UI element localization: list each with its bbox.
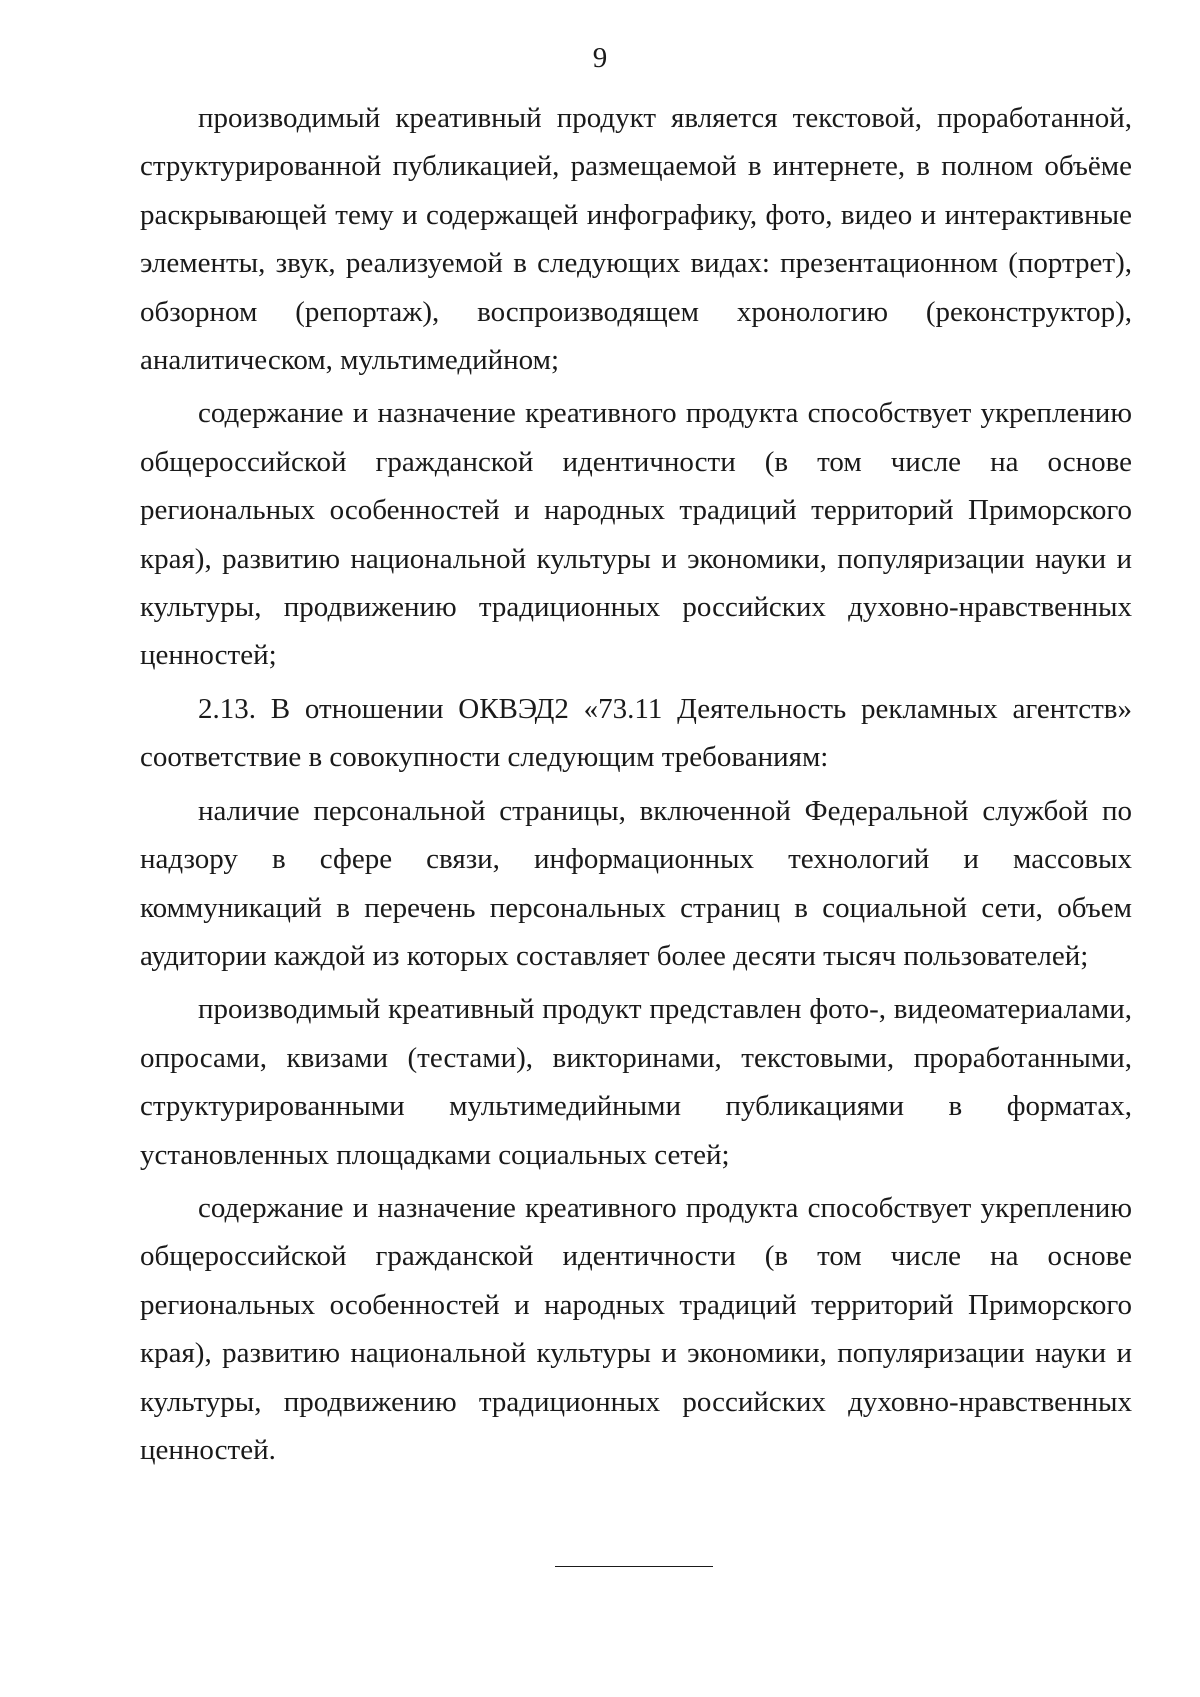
end-of-document-rule [555, 1566, 713, 1567]
paragraph-social-media-formats: производимый креативный продукт представлен фото-, видеоматериалами, опросами, квизами (тестами), викторинами, текстовыми, проработанными, структурированными мультимедийными публикациями в форматах, установленных площадками социальных сетей; [140, 993, 1132, 1171]
page-number: 9 [592, 42, 608, 74]
paragraph-section-2-13: 2.13. В отношении ОКВЭД2 «73.11 Деятельность рекламных агентств» соответствие в совокупности следующим требованиям: [140, 692, 1132, 774]
paragraph-creative-product-purpose: содержание и назначение креативного продукта способствует укреплению общероссийской гражданской идентичности (в том числе на основе региональных особенностей и народных традиций территорий Приморского края), развитию национальной культуры и экономики, популяризации науки и культуры, продвижению традиционных российских духовно-нравственных ценностей; [140, 397, 1132, 672]
paragraph-personal-page-requirement: наличие персональной страницы, включенной Федеральной службой по надзору в сфере связи, информационных технологий и массовых коммуникаций в перечень персональных страниц в социальной сети, объем аудитории каждой из которых составляет более десяти тысяч пользователей; [140, 794, 1132, 972]
document-body [140, 94, 1132, 1474]
paragraph-creative-product-format: производимый креативный продукт является текстовой, проработанной, структурированной публикацией, размещаемой в интернете, в полном объёме раскрывающей тему и содержащей инфографику, фото, видео и интерактивные элементы, звук, реализуемой в следующих видах: презентационном (портрет), обзорном (репортаж), воспроизводящем хронологию (реконструктор), аналитическом, мультимедийном; [140, 102, 1132, 377]
paragraph-creative-product-purpose-2: содержание и назначение креативного продукта способствует укреплению общероссийской гражданской идентичности (в том числе на основе региональных особенностей и народных традиций территорий Приморского края), развитию национальной культуры и экономики, популяризации науки и культуры, продвижению традиционных российских духовно-нравственных ценностей. [140, 1191, 1132, 1466]
